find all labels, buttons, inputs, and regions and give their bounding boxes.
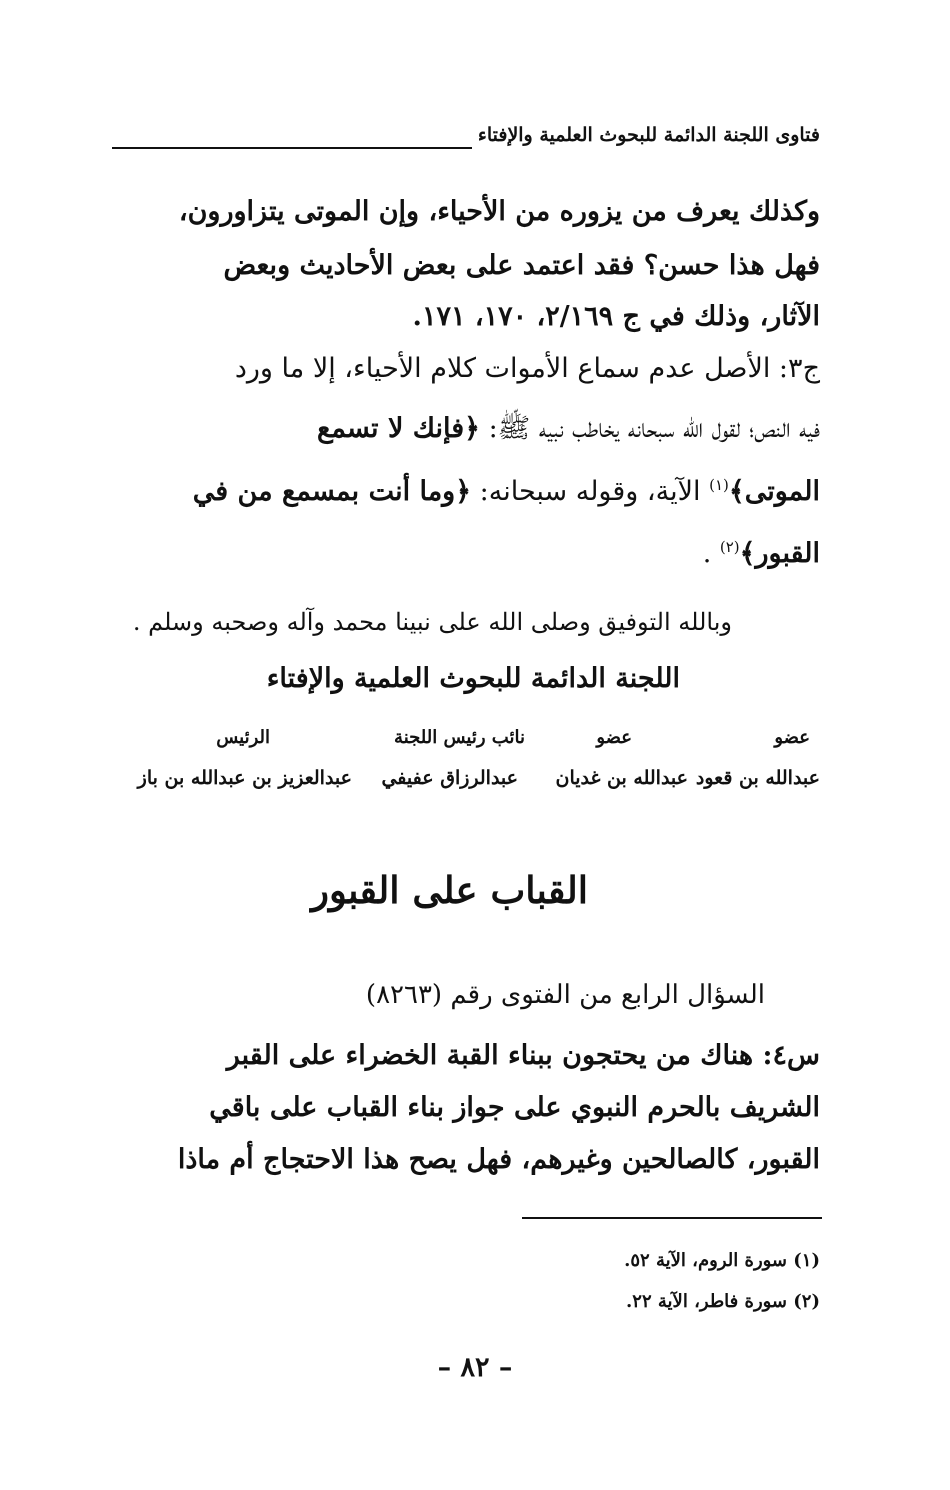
continuation-line-3: الآثار، وذلك في ج ٢/١٦٩، ١٧٠، ١٧١. <box>412 301 820 332</box>
continuation-line-2: فهل هذا حسن؟ فقد اعتمد على بعض الأحاديث وبعض <box>223 250 820 281</box>
signatory-role-2: عضو <box>596 727 632 748</box>
signatory-role-1: عضو <box>774 727 810 748</box>
answer-text: . <box>702 538 720 569</box>
answer-line-4 <box>703 540 820 567</box>
signatory-role-3: نائب رئيس اللجنة <box>394 727 525 748</box>
running-header: فتاوى اللجنة الدائمة للبحوث العلمية والإفتاء <box>477 124 820 146</box>
quran-verse: الموتى﴾ <box>728 476 820 507</box>
question-line-1: س٤: هناك من يحتجون ببناء القبة الخضراء على القبر <box>226 1040 820 1071</box>
answer-text: الآية، وقوله سبحانه: <box>471 476 710 507</box>
answer-line-2 <box>317 415 820 442</box>
answer-line-3 <box>193 478 820 505</box>
signatory-name-3: عبدالرزاق عفيفي <box>381 767 518 789</box>
answer-line-1: ج٣: الأصل عدم سماع الأموات كلام الأحياء، إلا ما ورد <box>234 353 820 384</box>
header-rule <box>112 147 472 149</box>
signatory-name-2: عبدالله بن غديان <box>555 767 688 789</box>
question-line-3: القبور، كالصالحين وغيرهم، فهل يصح هذا الاحتجاج أم ماذا <box>177 1144 820 1175</box>
section-title: القباب على القبور <box>311 868 588 912</box>
committee-title: اللجنة الدائمة للبحوث العلمية والإفتاء <box>266 663 680 694</box>
footnote-rule <box>522 1217 822 1219</box>
answer-text: فيه النص؛ لقول الله سبحانه يخاطب نبيه ﷺ: <box>480 413 820 444</box>
footnote-ref-1: (١) <box>709 476 729 494</box>
question-heading: السؤال الرابع من الفتوى رقم (٨٢٦٣) <box>365 980 765 1010</box>
signatory-role-4: الرئيس <box>216 727 270 748</box>
page-number: – ٨٢ – <box>437 1352 513 1383</box>
signatory-name-1: عبدالله بن قعود <box>695 767 820 789</box>
question-line-2: الشريف بالحرم النبوي على جواز بناء القباب على باقي <box>209 1092 820 1123</box>
quran-verse: ﴿وما أنت بمسمع من في <box>192 476 472 507</box>
closing-line: وبالله التوفيق وصلى الله على نبينا محمد وآله وصحبه وسلم . <box>132 608 732 636</box>
footnote-1: (١) سورة الروم، الآية ٥٢. <box>624 1250 820 1271</box>
footnote-2: (٢) سورة فاطر، الآية ٢٢. <box>626 1291 820 1312</box>
continuation-line-1: وكذلك يعرف من يزوره من الأحياء، وإن الموتى يتزاورون، <box>178 196 820 227</box>
quran-verse: القبور﴾ <box>739 538 820 569</box>
footnote-ref-2: (٢) <box>719 538 740 556</box>
signatory-name-4: عبدالعزيز بن عبدالله بن باز <box>137 767 352 789</box>
quran-verse: ﴿فإنك لا تسمع <box>316 413 480 444</box>
